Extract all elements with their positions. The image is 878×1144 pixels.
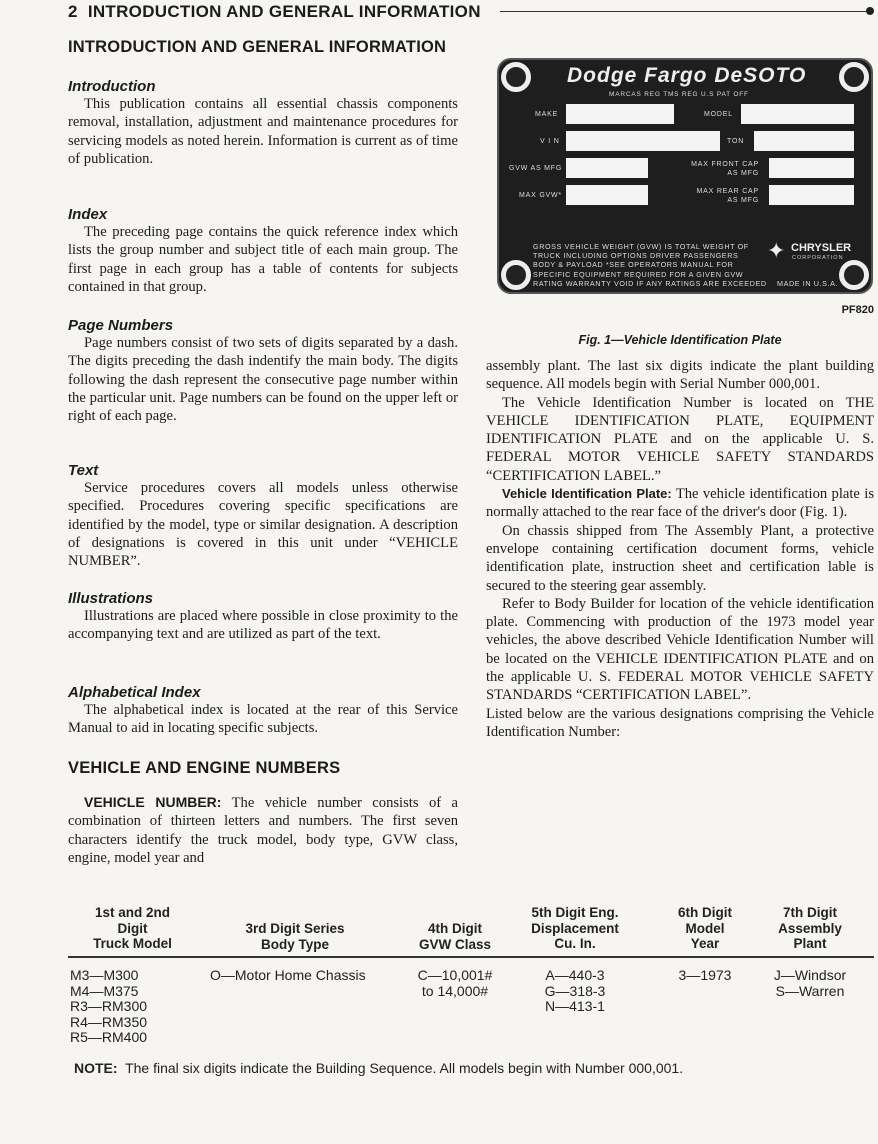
- footnote-line: BODY & PAYLOAD *SEE OPERATORS MANUAL FOR: [533, 260, 734, 270]
- table-cell: O—Motor Home Chassis: [210, 967, 366, 983]
- front-cap-field: [769, 158, 854, 178]
- section-heading: Text: [68, 462, 99, 479]
- trademark-text: MARCAS REG TMS REG U.S PAT OFF: [609, 91, 749, 98]
- table-rule: [68, 956, 874, 958]
- rivet-hole: [501, 62, 531, 92]
- rear-cap-field: [769, 185, 854, 205]
- plate-footnote: [533, 242, 767, 288]
- table-cell: J—Windsor S—Warren: [773, 967, 847, 999]
- main-heading: INTRODUCTION AND GENERAL INFORMATION: [68, 38, 447, 56]
- section-heading: Index: [68, 206, 108, 223]
- table-cell: A—440-3 G—318-3 N—413-1: [544, 967, 606, 1014]
- header-dot: [866, 7, 874, 15]
- note-label: NOTE:: [74, 1060, 118, 1076]
- paragraph: The Vehicle Identification Number is located on THE VEHICLE IDENTIFICATION PLATE, EQUIPMENT IDENTIFICATION PLATE and on the applicable U. S. FEDERAL MOTOR VEHICLE SAFETY STANDARDS “CERTIFICATION LABEL.”: [486, 394, 874, 484]
- section-text: The alphabetical index is located at the rear of this Service Manual to aid in locating specific subjects.: [68, 702, 458, 737]
- corporation-text: CORPORATION: [792, 255, 844, 261]
- section-text: Illustrations are placed where possible in close proximity to the accompanying text and are utilized as part of the text.: [68, 608, 458, 643]
- note-text: The final six digits indicate the Building Sequence. All models begin with Number 000,001.: [125, 1060, 684, 1076]
- figure-caption: Fig. 1—Vehicle Identification Plate: [578, 333, 782, 347]
- section-heading: Introduction: [68, 78, 156, 95]
- paragraph: [486, 485, 874, 522]
- model-field: [741, 104, 854, 124]
- rivet-hole: [839, 260, 869, 290]
- footnote-line: GROSS VEHICLE WEIGHT (GVW) IS TOTAL WEIGHT OF: [533, 242, 749, 251]
- vehicle-identification-plate: [497, 58, 873, 294]
- vin-field: [566, 131, 720, 151]
- table-header: 6th Digit Model Year: [678, 905, 732, 951]
- paragraph: Listed below are the various designations comprising the Vehicle Identification Number:: [486, 705, 874, 740]
- plate-label: MAX GVW*: [519, 192, 562, 199]
- right-column-text: [486, 357, 874, 741]
- table-cell: C—10,001# to 14,000#: [417, 967, 493, 999]
- paragraph: On chassis shipped from The Assembly Plant, a protective envelope containing certification document forms, vehicle identification plate, instruction sheet and certification lable is secured to the steering gear assembly.: [486, 522, 874, 594]
- make-field: [566, 104, 674, 124]
- running-header: [68, 2, 481, 22]
- section-text: Service procedures covers all models unless otherwise specified. Procedures covering specific specifications are identified by the model, type or similar designation. A description of designations is covered in this unit under “VEHICLE NUMBER”.: [68, 480, 458, 570]
- section-text: This publication contains all essential chassis components removal, installation, adjustment and maintenance procedures for servicing models as noted herein. Information is current as of time of publication.: [68, 96, 458, 167]
- plate-label: TON: [727, 138, 745, 145]
- table-cell: 3—1973: [678, 967, 732, 983]
- plate-label: MAKE: [535, 111, 559, 118]
- rivet-hole: [839, 62, 869, 92]
- table-header: 7th Digit Assembly Plant: [778, 905, 842, 951]
- figure-code: PF820: [841, 304, 874, 316]
- running-title: INTRODUCTION AND GENERAL INFORMATION: [87, 2, 481, 21]
- body-text: The vehicle number consists of a combination of thirteen letters and numbers. The first seven characters identify the truck model, body type, GVW class, engine, model year and: [68, 795, 459, 866]
- page-number: 2: [68, 2, 78, 21]
- paragraph: assembly plant. The last six digits indicate the plant building sequence. All models begin with Serial Number 000,001.: [486, 358, 874, 393]
- plate-label: MAX REAR CAP AS MFG: [696, 188, 759, 204]
- vehicle-number-text: [68, 794, 458, 867]
- footnote-line: TRUCK INCLUDING OPTIONS DRIVER PASSENGERS: [533, 251, 739, 261]
- section-heading: Page Numbers: [68, 317, 174, 334]
- table-header: 5th Digit Eng. Displacement Cu. In.: [531, 905, 619, 951]
- plate-label: GVW AS MFG: [509, 165, 563, 172]
- lead-label: Vehicle Identification Plate:: [502, 486, 672, 502]
- brand-logos: Dodge Fargo DeSOTO: [567, 64, 807, 87]
- body-text: The vehicle identification plate is normally attached to the rear face of the driver's door (Fig. 1).: [486, 486, 874, 521]
- footnote-line: RATING WARRANTY VOID IF ANY RATINGS ARE EXCEEDED: [533, 278, 767, 288]
- header-rule: [500, 11, 868, 12]
- gvw-field: [566, 158, 648, 178]
- pentastar-icon: ✦: [767, 238, 786, 263]
- vehicle-heading: VEHICLE AND ENGINE NUMBERS: [68, 759, 341, 777]
- table-header: 4th Digit GVW Class: [418, 921, 492, 952]
- chrysler-logo: CHRYSLER: [791, 242, 852, 254]
- table-header: 3rd Digit Series Body Type: [245, 921, 345, 952]
- section-heading: Alphabetical Index: [68, 684, 201, 701]
- made-in-text: MADE IN U.S.A.: [777, 279, 839, 288]
- max-gvw-field: [566, 185, 648, 205]
- ton-field: [754, 131, 854, 151]
- section-text: Page numbers consist of two sets of digits separated by a dash. The digits preceding the dash indentify the main body. The digits following the dash represent the consecutive page number within the particular unit. Page numbers can be found on the upper left or right of each page.: [68, 335, 458, 425]
- rivet-hole: [501, 260, 531, 290]
- lead-label: VEHICLE NUMBER:: [84, 794, 222, 810]
- footnote-line: SPECIFIC EQUIPMENT REQUIRED FOR A GIVEN GVW: [533, 269, 744, 279]
- plate-label: MODEL: [704, 111, 733, 118]
- plate-label: MAX FRONT CAP AS MFG: [691, 161, 759, 177]
- table-note: [74, 1061, 683, 1077]
- section-heading: Illustrations: [68, 590, 154, 607]
- section-text: The preceding page contains the quick reference index which lists the group number and subject title of each main group. The first page in each group has a table of contents for subjects contained in that group.: [68, 224, 458, 295]
- plate-label: V I N: [540, 138, 560, 145]
- paragraph: Refer to Body Builder for location of the vehicle identification plate. Commencing with production of the 1973 model year vehicles, the above described Vehicle Identification Number will be located on the VEHICLE IDENTIFICATION PLATE and on the applicable U. S. FEDERAL MOTOR VEHICLE SAFETY STANDARDS “CERTIFICATION LABEL”.: [486, 595, 874, 704]
- table-cell: M3—M300 M4—M375 R3—RM300 R4—RM350 R5—RM400: [70, 967, 148, 1045]
- table-header: 1st and 2nd Digit Truck Model: [93, 905, 172, 951]
